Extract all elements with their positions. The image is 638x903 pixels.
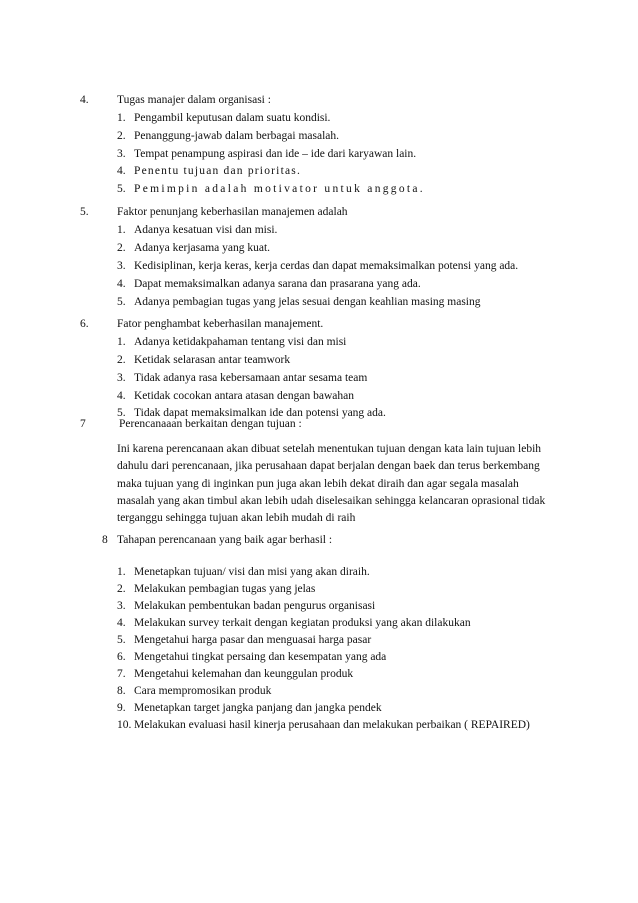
section-heading: Perencanaaan berkaitan dengan tujuan : bbox=[119, 418, 302, 430]
list-item: 1. Menetapkan tujuan/ visi dan misi yang akan diraih. bbox=[117, 566, 370, 578]
list-item: 1. Adanya kesatuan visi dan misi. bbox=[117, 224, 278, 236]
list-item: 3. Melakukan pembentukan badan pengurus organisasi bbox=[117, 600, 376, 612]
list-item: 9. Menetapkan target jangka panjang dan jangka pendek bbox=[117, 702, 382, 714]
section-number: 4. bbox=[80, 94, 89, 106]
list-item: 1. Adanya ketidakpahaman tentang visi dan misi bbox=[117, 336, 347, 348]
list-item: 5. Mengetahui harga pasar dan menguasai harga pasar bbox=[117, 634, 372, 646]
list-item: 3. Tempat penampung aspirasi dan ide – ide dari karyawan lain. bbox=[117, 148, 417, 160]
section-heading: Tugas manajer dalam organisasi : bbox=[117, 94, 271, 106]
paragraph-line: maka tujuan yang di inginkan pun juga akan lebih dekat diraih dan agar segala masalah bbox=[117, 477, 519, 490]
section-heading: Faktor penunjang keberhasilan manajemen adalah bbox=[117, 206, 348, 218]
list-item: 2. Penanggung-jawab dalam berbagai masalah. bbox=[117, 130, 340, 142]
section-number: 7 bbox=[80, 418, 86, 430]
paragraph-line: dahulu dari perencanaan, jika perusahaan dapat berjalan dengan baek dan terus berkembang bbox=[117, 460, 540, 473]
list-item: 2. Adanya kerjasama yang kuat. bbox=[117, 242, 271, 254]
list-item: 7. Mengetahui kelemahan dan keunggulan produk bbox=[117, 668, 354, 680]
list-item: 2. Melakukan pembagian tugas yang jelas bbox=[117, 583, 316, 595]
list-item: 4. Ketidak cocokan antara atasan dengan bawahan bbox=[117, 390, 354, 402]
section-heading: Fator penghambat keberhasilan manajement. bbox=[117, 318, 324, 330]
list-item: 1. Pengambil keputusan dalam suatu kondisi. bbox=[117, 112, 331, 124]
list-item: 3. Tidak adanya rasa kebersamaan antar sesama team bbox=[117, 372, 368, 384]
list-item: 5. Adanya pembagian tugas yang jelas sesuai dengan keahlian masing masing bbox=[117, 296, 481, 308]
list-item: 5. Pemimpin adalah motivator untuk anggota. bbox=[117, 183, 425, 195]
list-item: 10. Melakukan evaluasi hasil kinerja perusahaan dan melakukan perbaikan ( REPAIRED) bbox=[117, 719, 530, 731]
list-item: 5. Tidak dapat memaksimalkan ide dan potensi yang ada. bbox=[117, 407, 386, 419]
section-number: 8 bbox=[102, 534, 108, 546]
list-item: 3. Kedisiplinan, kerja keras, kerja cerdas dan dapat memaksimalkan potensi yang ada. bbox=[117, 260, 519, 272]
list-item: 8. Cara mempromosikan produk bbox=[117, 685, 272, 697]
list-item: 4. Penentu tujuan dan prioritas. bbox=[117, 165, 302, 177]
list-item: 2. Ketidak selarasan antar teamwork bbox=[117, 354, 291, 366]
list-item: 6. Mengetahui tingkat persaing dan kesempatan yang ada bbox=[117, 651, 387, 663]
section-paragraph bbox=[117, 441, 557, 527]
paragraph-line: Ini karena perencanaan akan dibuat setelah menentukan tujuan dengan kata lain tujuan lebih bbox=[117, 443, 542, 455]
list-item: 4. Melakukan survey terkait dengan kegiatan produksi yang akan dilakukan bbox=[117, 617, 471, 629]
list-item: 4. Dapat memaksimalkan adanya sarana dan prasarana yang ada. bbox=[117, 278, 421, 290]
paragraph-line: terganggu sehingga tujuan akan lebih mudah di raih bbox=[117, 512, 356, 525]
paragraph-line: masalah yang akan timbul akan lebih udah diselesaikan sehingga kelancaran oprasional tidak bbox=[117, 494, 546, 507]
section-number: 5. bbox=[80, 206, 89, 218]
section-heading: Tahapan perencanaan yang baik agar berhasil : bbox=[117, 534, 333, 546]
section-number: 6. bbox=[80, 318, 89, 330]
